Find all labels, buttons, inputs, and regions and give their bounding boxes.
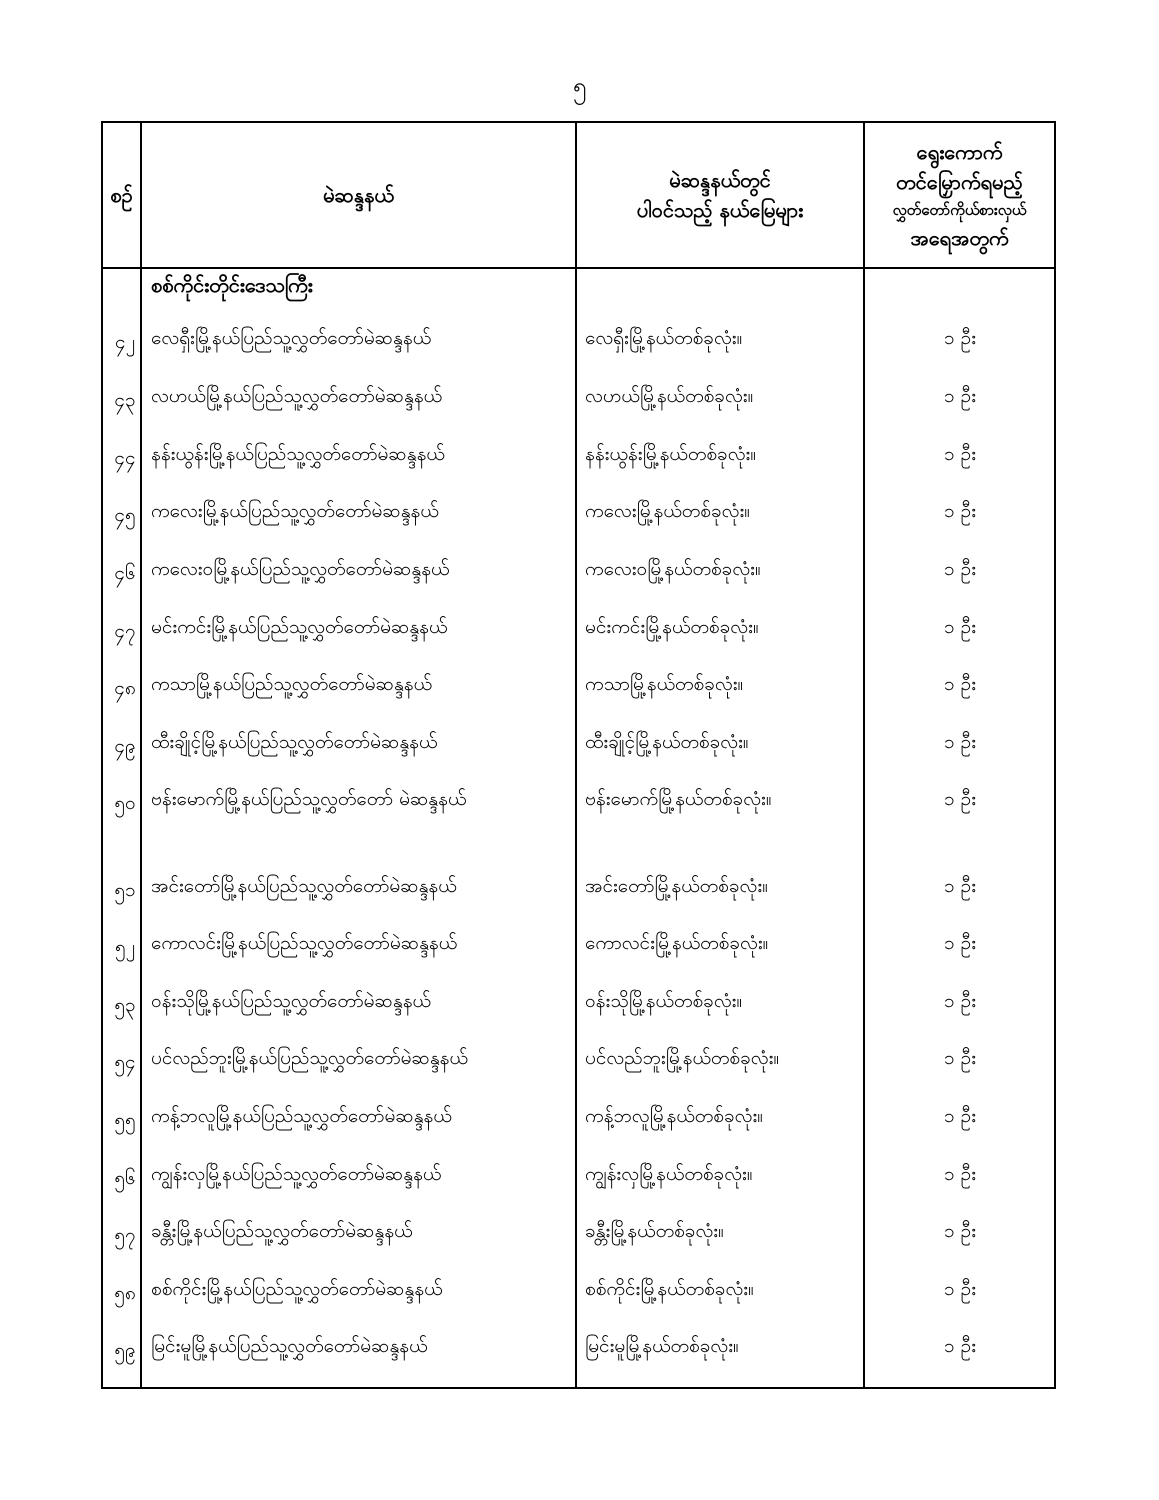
row-number: ၅၄ <box>114 1051 136 1073</box>
constituency-name: လဟယ်မြို့နယ်ပြည်သူ့လွှတ်တော်မဲဆန္ဒနယ် <box>151 385 443 407</box>
constituency-name: လေရှီးမြို့နယ်ပြည်သူ့လွှတ်တော်မဲဆန္ဒနယ် <box>151 327 432 349</box>
included-area: ကန့်ဘလူမြို့နယ်တစ်ခုလုံး။ <box>585 1105 764 1127</box>
representative-count: ၁ ဦး <box>943 1047 977 1069</box>
constituency-name: ကောလင်းမြို့နယ်ပြည်သူ့လွှတ်တော်မဲဆန္ဒနယ် <box>151 932 458 954</box>
included-area: ထီးချိုင့်မြို့နယ်တစ်ခုလုံး။ <box>585 731 749 753</box>
table-row <box>103 977 1054 1034</box>
table-row <box>103 372 1054 429</box>
representative-count: ၁ ဦး <box>943 500 977 522</box>
constituency-name: ဝန်းသိုမြို့နယ်ပြည်သူ့လွှတ်တော်မဲဆန္ဒနယ် <box>151 990 431 1012</box>
representative-count: ၁ ဦး <box>943 788 977 810</box>
row-number: ၄၅ <box>114 504 136 526</box>
representative-count: ၁ ဦး <box>943 932 977 954</box>
constituency-name: အင်းတော်မြို့နယ်ပြည်သူ့လွှတ်တော်မဲဆန္ဒနယ် <box>151 875 457 897</box>
row-number: ၄၄ <box>114 447 136 469</box>
table-row <box>103 775 1054 832</box>
representative-count: ၁ ဦး <box>943 731 977 753</box>
row-number: ၅၁ <box>114 879 136 901</box>
included-area: နန်းယွန်းမြို့နယ်တစ်ခုလုံး။ <box>585 443 757 465</box>
table-row <box>103 545 1054 602</box>
header-representatives <box>865 123 1054 267</box>
row-number: ၅၈ <box>114 1282 136 1304</box>
table-row <box>103 1150 1054 1207</box>
table-row <box>103 1322 1054 1379</box>
row-number: ၅၇ <box>114 1224 136 1246</box>
row-number: ၅၅ <box>114 1109 136 1131</box>
representative-count: ၁ ဦး <box>943 443 977 465</box>
constituency-name: ထီးချိုင့်မြို့နယ်ပြည်သူ့လွှတ်တော်မဲဆန္ဒနယ် <box>151 731 438 753</box>
representative-count: ၁ ဦး <box>943 1163 977 1185</box>
table-row <box>103 919 1054 976</box>
row-number: ၅၆ <box>114 1167 136 1189</box>
table-row <box>103 862 1054 919</box>
representative-count: ၁ ဦး <box>943 616 977 638</box>
table-row <box>103 430 1054 487</box>
row-number: ၄၃ <box>114 389 136 411</box>
header-reps-line: လွှတ်တော်ကိုယ်စားလှယ် <box>892 201 1027 219</box>
representative-count: ၁ ဦး <box>943 558 977 580</box>
included-area: လဟယ်မြို့နယ်တစ်ခုလုံး။ <box>585 385 754 407</box>
row-number: ၅၉ <box>114 1339 136 1361</box>
constituency-name: ကသာမြို့နယ်ပြည်သူ့လွှတ်တော်မဲဆန္ဒနယ် <box>151 673 433 695</box>
header-constituency: မဲဆန္ဒနယ် <box>323 183 394 207</box>
constituency-name: နန်းယွန်းမြို့နယ်ပြည်သူ့လွှတ်တော်မဲဆန္ဒနယ် <box>151 443 445 465</box>
table-row <box>103 1207 1054 1264</box>
representative-count: ၁ ဦး <box>943 990 977 1012</box>
constituency-name: ဗန်းမောက်မြို့နယ်ပြည်သူ့လွှတ်တော် မဲဆန္ဒနယ် <box>151 788 467 810</box>
constituency-name: ကန့်ဘလူမြို့နယ်ပြည်သူ့လွှတ်တော်မဲဆန္ဒနယ် <box>151 1105 452 1127</box>
page-number: ၅ <box>572 72 587 100</box>
included-area: ခန္တီးမြို့နယ်တစ်ခုလုံး။ <box>585 1220 724 1242</box>
included-area: မြင်းမူမြို့နယ်တစ်ခုလုံး။ <box>585 1335 739 1357</box>
representative-count: ၁ ဦး <box>943 1278 977 1300</box>
constituency-name: ခန္တီးမြို့နယ်ပြည်သူ့လွှတ်တော်မဲဆန္ဒနယ် <box>151 1220 413 1242</box>
header-areas <box>577 123 863 267</box>
header-no: စဉ် <box>110 183 133 207</box>
row-number: ၄၂ <box>114 331 136 353</box>
constituency-name: ကလေးဝမြို့နယ်ပြည်သူ့လွှတ်တော်မဲဆန္ဒနယ် <box>151 558 450 580</box>
table-row <box>103 660 1054 717</box>
included-area: ကျွန်းလှမြို့နယ်တစ်ခုလုံး။ <box>585 1163 753 1185</box>
representative-count: ၁ ဦး <box>943 327 977 349</box>
row-number: ၄၈ <box>114 677 136 699</box>
included-area: အင်းတော်မြို့နယ်တစ်ခုလုံး။ <box>585 875 768 897</box>
constituency-name: စစ်ကိုင်းမြို့နယ်ပြည်သူ့လွှတ်တော်မဲဆန္ဒနယ် <box>151 1278 443 1300</box>
table-row <box>103 718 1054 775</box>
constituency-name: မြင်းမူမြို့နယ်ပြည်သူ့လွှတ်တော်မဲဆန္ဒနယ် <box>151 1335 428 1357</box>
header-areas-line: ပါဝင်သည့် နယ်မြေများ <box>636 198 804 222</box>
table-row <box>103 487 1054 544</box>
table-row <box>103 1265 1054 1322</box>
representative-count: ၁ ဦး <box>943 1220 977 1242</box>
row-number: ၄၇ <box>114 620 136 642</box>
row-number: ၅၀ <box>114 792 136 814</box>
header-areas-line: မဲဆန္ဒနယ်တွင် <box>669 168 771 192</box>
constituency-name: ပင်လည်ဘူးမြို့နယ်ပြည်သူ့လွှတ်တော်မဲဆန္ဒနယ် <box>151 1047 468 1069</box>
included-area: စစ်ကိုင်းမြို့နယ်တစ်ခုလုံး။ <box>585 1278 754 1300</box>
representative-count: ၁ ဦး <box>943 673 977 695</box>
header-reps-line: အရေအတွက် <box>910 226 1009 250</box>
included-area: မင်းကင်းမြို့နယ်တစ်ခုလုံး။ <box>585 616 759 638</box>
included-area: ကောလင်းမြို့နယ်တစ်ခုလုံး။ <box>585 932 769 954</box>
row-number: ၅၃ <box>114 994 136 1016</box>
table-row <box>103 603 1054 660</box>
included-area: ကသာမြို့နယ်တစ်ခုလုံး။ <box>585 673 744 695</box>
included-area: ကလေးဝမြို့နယ်တစ်ခုလုံး။ <box>585 558 761 580</box>
included-area: ကလေးမြို့နယ်တစ်ခုလုံး။ <box>585 500 751 522</box>
constituency-name: ကလေးမြို့နယ်ပြည်သူ့လွှတ်တော်မဲဆန္ဒနယ် <box>151 500 439 522</box>
header-reps-line: ရွေးကောက် <box>916 140 1003 164</box>
included-area: ပင်လည်ဘူးမြို့နယ်တစ်ခုလုံး။ <box>585 1047 780 1069</box>
row-number: ၄၉ <box>114 735 136 757</box>
header-divider <box>101 267 1056 269</box>
header-reps-line: တင်မြှောက်ရမည့် <box>896 170 1023 194</box>
included-area: လေရှီးမြို့နယ်တစ်ခုလုံး။ <box>585 327 743 349</box>
table-row <box>103 1092 1054 1149</box>
representative-count: ၁ ဦး <box>943 385 977 407</box>
representative-count: ၁ ဦး <box>943 875 977 897</box>
constituency-name: မင်းကင်းမြို့နယ်ပြည်သူ့လွှတ်တော်မဲဆန္ဒနယ် <box>151 616 448 638</box>
representative-count: ၁ ဦး <box>943 1335 977 1357</box>
constituency-name: ကျွန်းလှမြို့နယ်ပြည်သူ့လွှတ်တော်မဲဆန္ဒနယ် <box>151 1163 442 1185</box>
included-area: ဗန်းမောက်မြို့နယ်တစ်ခုလုံး။ <box>585 788 772 810</box>
table-row <box>103 1034 1054 1091</box>
table-row <box>103 314 1054 371</box>
representative-count: ၁ ဦး <box>943 1105 977 1127</box>
row-number: ၅၂ <box>114 936 136 958</box>
section-title: စစ်ကိုင်းတိုင်းဒေသကြီး <box>151 273 313 297</box>
included-area: ဝန်းသိုမြို့နယ်တစ်ခုလုံး။ <box>585 990 743 1012</box>
row-number: ၄၆ <box>114 562 136 584</box>
